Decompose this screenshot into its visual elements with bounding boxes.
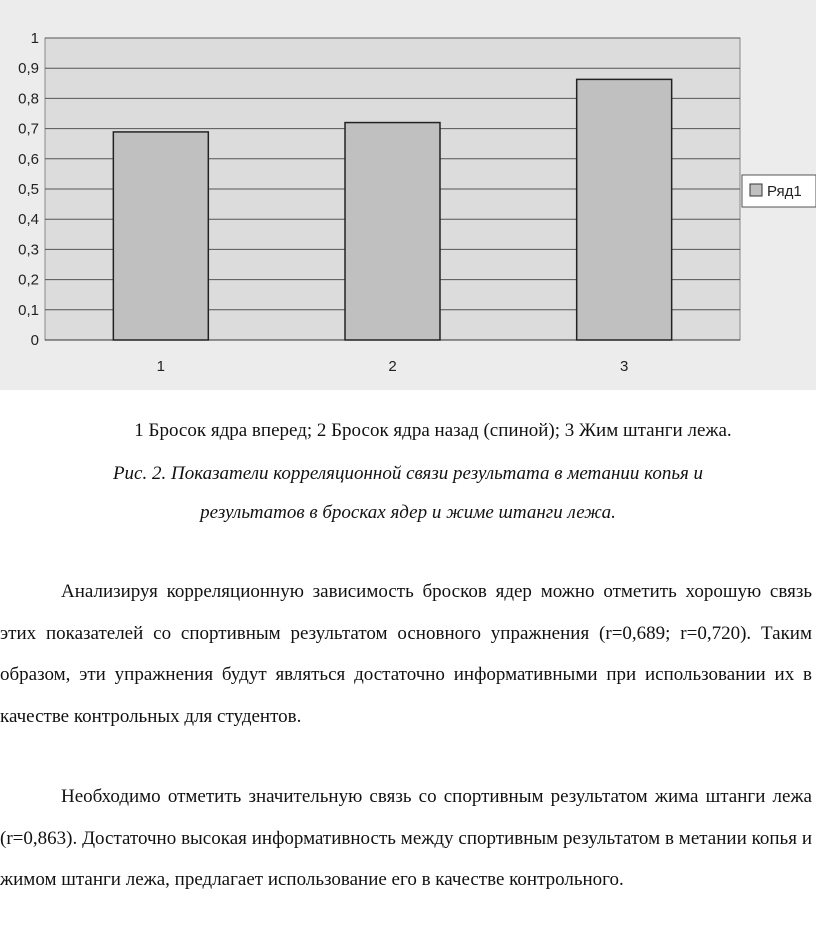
y-tick-label: 0 bbox=[30, 332, 39, 349]
x-tick-label: 1 bbox=[156, 358, 166, 375]
figure-title-line-1: Рис. 2. Показатели корреляционной связи результата в метании копья и bbox=[112, 463, 704, 484]
y-tick-label: 0,4 bbox=[18, 211, 39, 229]
paragraph-1: Анализируя корреляционную зависимость бросков ядер можно отметить хорошую связь этих показателей со спортивным результатом основного упражнения (r=0,689; r=0,720). Таким образом, эти упражнения будут являться достаточно информативными при использовании их в качестве контрольных для студентов. bbox=[0, 581, 812, 727]
paragraph-2: Необходимо отметить значительную связь со спортивным результатом жима штанги лежа (r=0,863). Достаточно высокая информативность между спортивным результатом в метании копья и жимом штанги лежа, предлагает использование его в качестве контрольного. bbox=[0, 786, 812, 890]
y-tick-label: 0,6 bbox=[18, 150, 39, 168]
y-tick-label: 0,3 bbox=[18, 241, 39, 259]
legend-label: Ряд1 bbox=[767, 183, 802, 200]
x-axis-ticks bbox=[157, 358, 629, 375]
y-tick-label: 0,8 bbox=[18, 90, 39, 108]
y-tick-label: 0,5 bbox=[18, 181, 39, 198]
y-tick-label: 0,9 bbox=[18, 60, 39, 78]
legend-swatch bbox=[750, 184, 762, 196]
figure-legend-text: 1 Бросок ядра вперед; 2 Бросок ядра назад (спиной); 3 Жим штанги лежа. bbox=[134, 420, 732, 441]
legend bbox=[742, 175, 816, 207]
y-tick-label: 0,1 bbox=[18, 301, 39, 319]
bar bbox=[577, 79, 672, 340]
bar-chart bbox=[0, 0, 816, 390]
x-tick-label: 3 bbox=[619, 358, 629, 375]
y-tick-label: 1 bbox=[30, 30, 39, 47]
x-tick-label: 2 bbox=[388, 358, 397, 375]
figure-title-line-2: результатов в бросках ядер и жиме штанги лежа. bbox=[200, 502, 616, 523]
bar bbox=[345, 123, 440, 340]
bar bbox=[113, 132, 208, 340]
y-tick-label: 0,7 bbox=[18, 120, 39, 138]
y-axis-ticks bbox=[18, 30, 39, 349]
chart-figure bbox=[0, 0, 816, 390]
y-tick-label: 0,2 bbox=[18, 271, 39, 289]
